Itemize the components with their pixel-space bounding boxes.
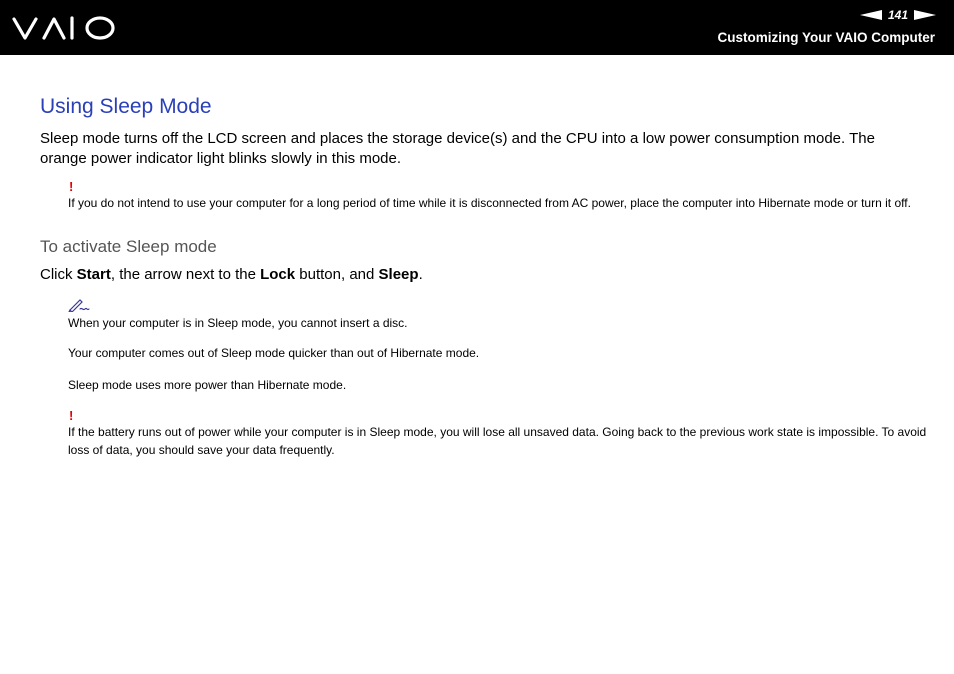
section-title: Customizing Your VAIO Computer bbox=[717, 30, 935, 45]
instruction-step bbox=[40, 266, 423, 283]
step-text-2: , the arrow next to the bbox=[110, 266, 261, 283]
step-text-3: button, and bbox=[295, 266, 379, 283]
page-title: Using Sleep Mode bbox=[40, 95, 212, 118]
note-1: When your computer is in Sleep mode, you cannot insert a disc. bbox=[68, 316, 408, 330]
right-arrow-icon[interactable] bbox=[914, 10, 936, 20]
warning-icon: ! bbox=[69, 408, 74, 423]
warning-text-1: If you do not intend to use your computer for a long period of time while it is disconnected from AC power, place the computer into Hibernate mode or turn it off. bbox=[68, 196, 911, 210]
page-number: 141 bbox=[887, 8, 908, 22]
warning-icon: ! bbox=[69, 179, 74, 194]
warning-note-1 bbox=[68, 180, 928, 212]
note-2: Your computer comes out of Sleep mode quicker than out of Hibernate mode. bbox=[68, 346, 480, 360]
page-header bbox=[0, 0, 954, 55]
subheading: To activate Sleep mode bbox=[40, 237, 217, 256]
warning-note-2 bbox=[68, 409, 928, 459]
pencil-note-icon bbox=[68, 298, 90, 312]
intro-paragraph: Sleep mode turns off the LCD screen and places the storage device(s) and the CPU into a low power consumption mode. The orange power indicator light blinks slowly in this mode. bbox=[40, 130, 875, 167]
warning-text-2: If the battery runs out of power while your computer is in Sleep mode, you will lose all unsaved data. Going back to the previous work state is impossible. To avoid loss of data, you should save your data frequently. bbox=[68, 425, 927, 457]
page-navigator bbox=[860, 6, 936, 24]
step-sleep-term: Sleep bbox=[378, 266, 419, 283]
step-lock-term: Lock bbox=[260, 266, 296, 283]
note-3: Sleep mode uses more power than Hibernate mode. bbox=[68, 378, 347, 392]
step-text-4: . bbox=[418, 266, 423, 283]
step-text-1: Click bbox=[40, 266, 77, 283]
left-arrow-icon[interactable] bbox=[860, 10, 882, 20]
step-start-term: Start bbox=[76, 266, 111, 283]
vaio-logo bbox=[12, 14, 122, 42]
